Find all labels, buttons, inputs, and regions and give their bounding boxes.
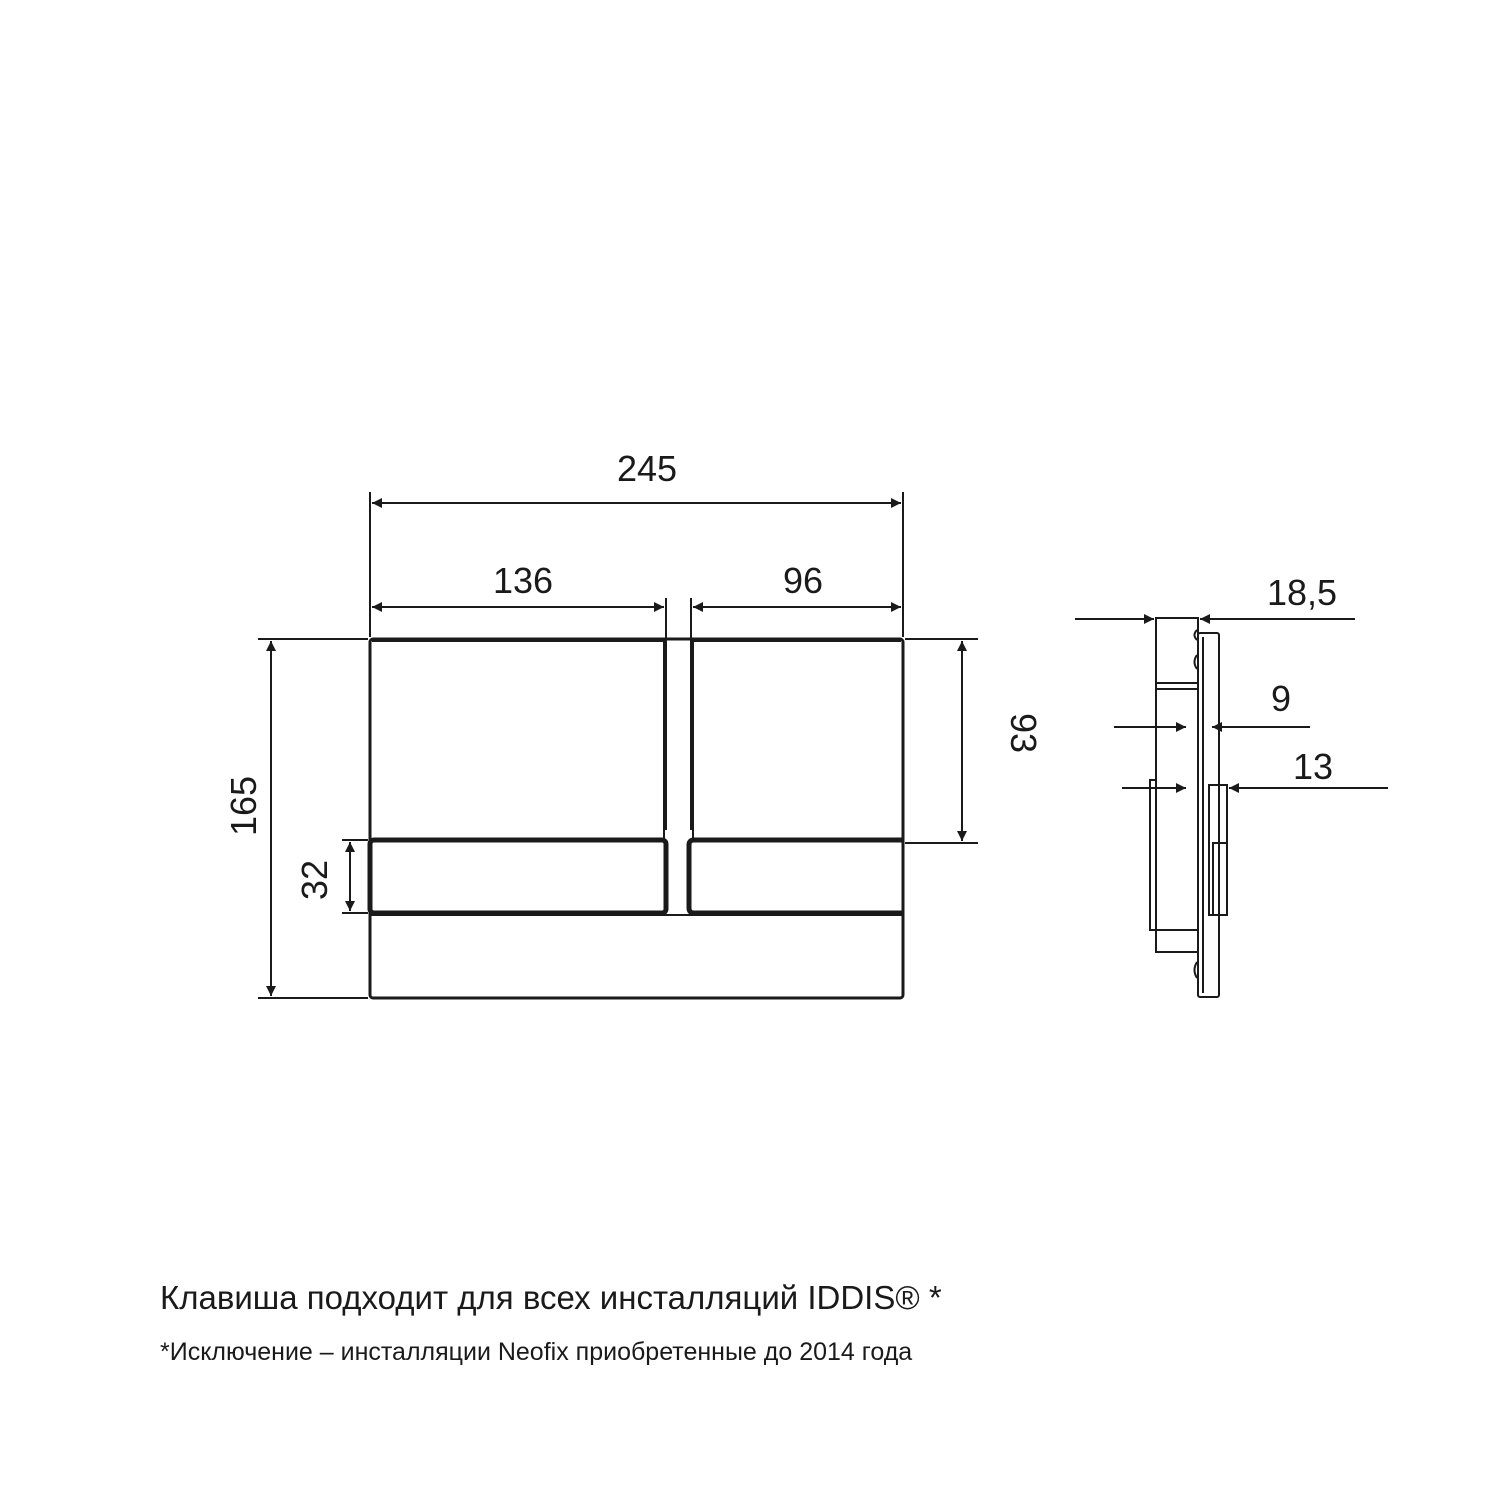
right-button-outline xyxy=(693,641,901,839)
frame-detail-line xyxy=(1195,655,1198,669)
depth-dimension-label: 18,5 xyxy=(1266,572,1338,613)
frame-clip xyxy=(1150,780,1156,930)
frame-detail-line xyxy=(1195,630,1198,640)
frame-detail-line xyxy=(1195,962,1198,978)
protrusion-label: 13 xyxy=(1292,746,1334,787)
front-view xyxy=(370,639,903,998)
right-strip-outline xyxy=(689,840,903,913)
left-button-dimension-label: 136 xyxy=(492,560,554,601)
left-strip-outline xyxy=(370,840,666,913)
exception-note: *Исключение – инсталляции Neofix приобретенные до 2014 года xyxy=(160,1338,913,1366)
left-button-outline xyxy=(372,641,664,839)
button-height-dimension-label: 93 xyxy=(1003,712,1044,754)
strip-height-dimension-label: 32 xyxy=(294,859,335,901)
height-dimension-label: 165 xyxy=(223,775,264,837)
mounting-frame xyxy=(1156,618,1198,952)
front-plate-outline xyxy=(370,639,903,998)
width-dimension-label: 245 xyxy=(616,448,678,489)
right-button-dimension-label: 96 xyxy=(782,560,824,601)
compatibility-note: Клавиша подходит для всех инсталляций IDDIS® * xyxy=(160,1279,942,1316)
plate-thickness-label: 9 xyxy=(1270,678,1292,719)
side-dimensions xyxy=(1075,572,1388,788)
side-view xyxy=(1150,618,1227,997)
